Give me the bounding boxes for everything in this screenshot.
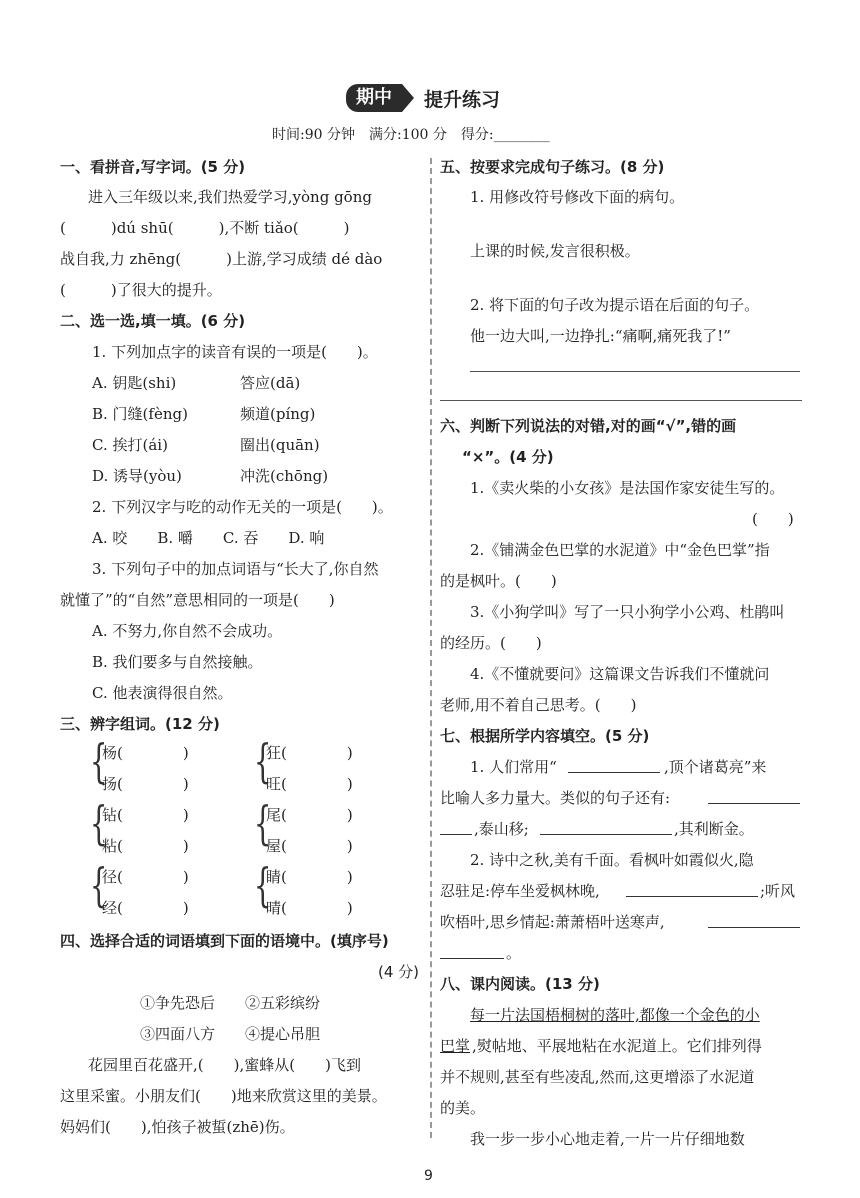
brace-icon: { [253,796,272,850]
option: B. 门缝(fèng) [92,405,188,423]
question: 1.《卖火柴的小女孩》是法国作家安徒生写的。 [470,479,785,497]
option: C. 挨打(ái) [92,436,168,454]
word-pair: 粘( ) [102,837,189,855]
word-options: ③四面八方 ④提心吊胆 [140,1025,321,1043]
fill-blank[interactable] [440,834,472,835]
text-line: 比喻人多力量大。类似的句子还有: [440,789,671,807]
section-7-title: 七、根据所学内容填空。(5 分) [440,727,650,745]
exam-info: 时间:90 分钟 满分:100 分 得分:________ [272,127,550,143]
question: 2. 将下面的句子改为提示语在后面的句子。 [470,296,760,314]
fill-blank[interactable] [568,772,660,773]
question: 3.《小狗学叫》写了一只小狗学小公鸡、杜鹃叫 [470,603,785,621]
question: 老师,用不着自己思考。( ) [440,696,637,714]
text-line: ;听风 [760,882,796,900]
option: 频道(píng) [240,405,316,423]
word-pair: 旺( ) [266,775,353,793]
word-pair: 屋( ) [266,837,353,855]
option: 圈出(quān) [240,436,320,454]
option: C. 他表演得很自然。 [92,684,233,702]
text-line: ( )dú shū( ),不断 tiǎo( ) [60,219,350,237]
section-6-title: 六、判断下列说法的对错,对的画“√”,错的画 [440,417,737,435]
question: 就懂了”的“自然”意思相同的一项是( ) [60,591,335,609]
text-line: 。 [506,944,522,962]
fill-blank[interactable] [540,834,672,835]
word-pair: 径( ) [102,868,189,886]
reading-line: 每一片法国梧桐树的落叶,都像一个金色的小 [470,1006,760,1024]
reading-line: 并不规则,甚至有些凌乱,然而,这更增添了水泥道 [440,1068,755,1086]
word-pair: 尾( ) [266,806,353,824]
text-line: ,顶个诸葛亮”来 [664,758,767,776]
word-pair: 经( ) [102,899,189,917]
column-divider [430,158,432,1138]
option: 冲洗(chōng) [240,467,329,485]
brace-icon: { [253,734,272,788]
text-line: 忍驻足:停车坐爱枫林晚, [440,882,600,900]
brace-icon: { [89,858,108,912]
option: A. 钥匙(shi) [92,374,177,392]
question: 4.《不懂就要问》这篇课文告诉我们不懂就问 [470,665,770,683]
option: 答应(dā) [240,374,301,392]
question: 3. 下列句子中的加点词语与“长大了,你自然 [92,560,379,578]
question: 的是枫叶。( ) [440,572,557,590]
sentence: 上课的时候,发言很积极。 [470,242,640,260]
word-pair: 晴( ) [266,899,353,917]
text-line: 妈妈们( ),怕孩子被蜇(zhē)伤。 [60,1118,295,1136]
question: 2. 下列汉字与吃的动作无关的一项是( )。 [92,498,393,516]
fill-blank[interactable] [440,958,504,959]
reading-line: ,熨帖地、平展地粘在水泥道上。它们排列得 [472,1037,762,1055]
text-line: ,其利断金。 [674,820,754,838]
fill-blank[interactable] [708,803,800,804]
section-1-title: 一、看拼音,写字词。(5 分) [60,158,246,176]
section-4-title: 四、选择合适的词语填到下面的语境中。(填序号) [60,932,389,950]
word-options: ①争先恐后 ②五彩缤纷 [140,994,321,1012]
word-pair: 狂( ) [266,744,353,762]
text-line: ( )了很大的提升。 [60,281,222,299]
word-pair: 钻( ) [102,806,189,824]
section-6-title-cont: “×”。(4 分) [462,448,554,466]
page-number: 9 [424,1168,433,1184]
word-pair: 睛( ) [266,868,353,886]
question: 1. 用修改符号修改下面的病句。 [470,188,685,206]
section-2-title: 二、选一选,填一填。(6 分) [60,312,246,330]
text-line: 花园里百花盛开,( ),蜜蜂从( )飞到 [88,1056,361,1074]
badge-arrow-icon [402,84,414,112]
text-line: 这里采蜜。小朋友们( )地来欣赏这里的美景。 [60,1087,387,1105]
brace-icon: { [89,734,108,788]
section-3-title: 三、辨字组词。(12 分) [60,715,220,733]
option: D. 诱导(yòu) [92,467,182,485]
text-line: 1. 人们常用“ [470,758,557,776]
fill-blank[interactable] [626,896,758,897]
brace-icon: { [253,858,272,912]
header-badge: 期中 [346,84,402,112]
page-header [346,84,500,112]
text-line: 进入三年级以来,我们热爱学习,yòng gōng [88,188,372,206]
question: 的经历。( ) [440,634,542,652]
section-divider [440,400,802,401]
answer-blank[interactable]: ( ) [752,510,794,528]
section-8-title: 八、课内阅读。(13 分) [440,975,600,993]
word-pair: 杨( ) [102,744,189,762]
text-line: ,泰山移; [474,820,529,838]
question: 1. 下列加点字的读音有误的一项是( )。 [92,343,378,361]
reading-line: 的美。 [440,1099,486,1117]
question: 2.《铺满金色巴掌的水泥道》中“金色巴掌”指 [470,541,770,559]
reading-line: 巴掌 [440,1037,471,1055]
brace-icon: { [89,796,108,850]
fill-blank[interactable] [708,927,800,928]
sentence: 他一边大叫,一边挣扎:“痛啊,痛死我了!” [470,327,731,345]
reading-line: 我一步一步小心地走着,一片一片仔细地数 [470,1130,745,1148]
option: A. 不努力,你自然不会成功。 [92,622,283,640]
text-line: 吹梧叶,思乡情起:萧萧梧叶送寒声, [440,913,665,931]
section-4-score: (4 分) [378,963,420,981]
page-title: 提升练习 [424,88,501,111]
text-line: 2. 诗中之秋,美有千面。看枫叶如霞似火,隐 [470,851,754,869]
answer-line[interactable] [470,371,800,372]
word-pair: 扬( ) [102,775,189,793]
text-line: 战自我,力 zhēng( )上游,学习成绩 dé dào [60,250,383,268]
option: A. 咬 B. 嚼 C. 吞 D. 响 [92,529,325,547]
option: B. 我们要多与自然接触。 [92,653,263,671]
section-5-title: 五、按要求完成句子练习。(8 分) [440,158,665,176]
